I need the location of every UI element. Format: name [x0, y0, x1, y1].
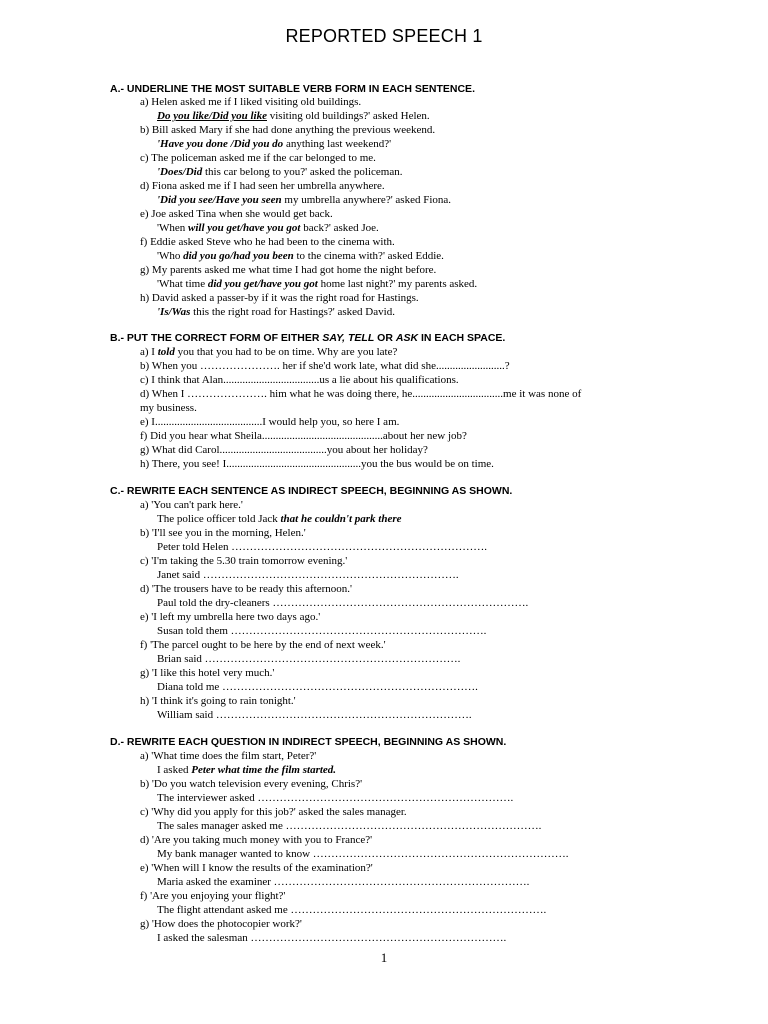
page-title: REPORTED SPEECH 1 — [285, 26, 483, 46]
section-d-question: g) 'How does the photocopier work?' — [140, 918, 302, 930]
page-number: 1 — [380, 950, 388, 965]
section-c-question: c) 'I'm taking the 5.30 train tomorrow evening.' — [140, 555, 348, 567]
section-c-answer-line: Diana told me ……………………………………………………………. — [157, 681, 478, 693]
section-d-answer-line: The flight attendant asked me ……………………………………………………………. — [157, 904, 547, 916]
section-a-answer: 'When will you get/have you got back?' asked Joe. — [157, 222, 379, 234]
section-b-item: g) What did Carol.......................................you about her holiday? — [140, 444, 428, 456]
verb-choice: did you go/had you been — [183, 250, 294, 262]
section-c-question: b) 'I'll see you in the morning, Helen.' — [140, 527, 306, 539]
section-b-heading: B.- PUT THE CORRECT FORM OF EITHER SAY, TELL OR ASK IN EACH SPACE. — [110, 332, 506, 344]
section-c-answer-line: Paul told the dry-cleaners ……………………………………………………………. — [157, 597, 529, 609]
section-a-answer: 'Does/Did this car belong to you?' asked the policeman. — [157, 166, 403, 178]
example-answer: Peter what time the film started. — [191, 764, 337, 776]
section-d-question: c) 'Why did you apply for this job?' asked the sales manager. — [140, 806, 407, 818]
section-c-answer-line: Janet said ……………………………………………………………. — [157, 569, 459, 581]
section-b-item: e) I.......................................I would help you, so here I am. — [140, 416, 400, 428]
section-a-answer: 'Have you done /Did you do anything last weekend?' — [157, 138, 392, 150]
verb-choice: 'Does/Did — [157, 166, 203, 178]
section-a-answer: Do you like/Did you like visiting old buildings?' asked Helen. — [157, 110, 430, 122]
section-b-item: h) There, you see! I.................................................you the bus would be on time. — [140, 458, 494, 470]
section-a-question: c) The policeman asked me if the car belonged to me. — [140, 152, 376, 164]
section-c-answer-line: Brian said ……………………………………………………………. — [157, 653, 461, 665]
section-a-question: e) Joe asked Tina when she would get back. — [140, 208, 333, 220]
section-c-heading: C.- REWRITE EACH SENTENCE AS INDIRECT SPEECH, BEGINNING AS SHOWN. — [110, 485, 513, 497]
section-c-answer-line: Peter told Helen ……………………………………………………………. — [157, 541, 487, 553]
section-c-question: h) 'I think it's going to rain tonight.' — [140, 695, 296, 707]
verb-choice: will you get/have you got — [188, 222, 301, 234]
section-a-question: h) David asked a passer-by if it was the right road for Hastings. — [140, 292, 419, 304]
section-d-answer-line: I asked the salesman ……………………………………………………………. — [157, 932, 507, 944]
section-d-question: a) 'What time does the film start, Peter?' — [140, 750, 317, 762]
section-b-item: f) Did you hear what Sheila............................................about her new job? — [140, 430, 467, 442]
section-c-question: d) 'The trousers have to be ready this afternoon.' — [140, 583, 352, 595]
section-d-answer-line: My bank manager wanted to know ……………………………………………………………. — [157, 848, 569, 860]
section-a-question: b) Bill asked Mary if she had done anything the previous weekend. — [140, 124, 436, 136]
section-d-heading: D.- REWRITE EACH QUESTION IN INDIRECT SPEECH, BEGINNING AS SHOWN. — [110, 736, 507, 748]
verb-choice: did you get/have you got — [207, 278, 318, 290]
section-a-answer: 'What time did you get/have you got home last night?' my parents asked. — [157, 278, 478, 290]
verb-choice: 'Is/Was — [157, 306, 191, 318]
section-d-question: e) 'When will I know the results of the examination?' — [140, 862, 373, 874]
section-b-item: my business. — [140, 402, 197, 414]
section-a-question: a) Helen asked me if I liked visiting old buildings. — [140, 96, 362, 108]
section-c-question: e) 'I left my umbrella here two days ago.' — [140, 611, 321, 623]
section-c-answer: The police officer told Jack that he couldn't park there — [157, 513, 402, 525]
section-d-answer-line: Maria asked the examiner ……………………………………………………………. — [157, 876, 530, 888]
section-d-answer-line: The interviewer asked ……………………………………………………………. — [157, 792, 514, 804]
section-b-item: c) I think that Alan...................................us a lie about his qualifications. — [140, 374, 459, 386]
section-a-answer: 'Is/Was this the right road for Hastings?' asked David. — [157, 306, 395, 318]
section-b-item: a) I told you that you had to be on time. Why are you late? — [140, 346, 398, 358]
section-b-item: b) When you …………………. her if she'd work late, what did she.........................? — [140, 360, 510, 372]
section-c-question: f) 'The parcel ought to be here by the end of next week.' — [140, 639, 386, 651]
section-b-item: d) When I …………………. him what he was doing there, he.................................me it was none of — [140, 388, 582, 400]
example-answer: that he couldn't park there — [280, 513, 402, 525]
section-d-answer-line: The sales manager asked me ……………………………………………………………. — [157, 820, 542, 832]
verb-choice: 'Have you done /Did you do — [157, 138, 284, 150]
section-a-heading: A.- UNDERLINE THE MOST SUITABLE VERB FORM IN EACH SENTENCE. — [110, 83, 475, 95]
section-d-question: d) 'Are you taking much money with you to France?' — [140, 834, 373, 846]
section-c-answer-line: Susan told them ……………………………………………………………. — [157, 625, 487, 637]
section-a-question: d) Fiona asked me if I had seen her umbrella anywhere. — [140, 180, 385, 192]
section-c-question: a) 'You can't park here.' — [140, 499, 243, 511]
example-answer: told — [157, 346, 175, 358]
section-a-question: g) My parents asked me what time I had got home the night before. — [140, 264, 437, 276]
section-c-answer-line: William said ……………………………………………………………. — [157, 709, 472, 721]
section-a-answer: 'Did you see/Have you seen my umbrella anywhere?' asked Fiona. — [157, 194, 452, 206]
section-c-question: g) 'I like this hotel very much.' — [140, 667, 275, 679]
section-d-answer: I asked Peter what time the film started. — [157, 764, 337, 776]
verb-choice: Do you like/Did you like — [157, 110, 267, 122]
section-d-question: f) 'Are you enjoying your flight?' — [140, 890, 286, 902]
section-d-question: b) 'Do you watch television every evening, Chris?' — [140, 778, 363, 790]
verb-choice: 'Did you see/Have you seen — [157, 194, 282, 206]
section-a-answer: 'Who did you go/had you been to the cinema with?' asked Eddie. — [157, 250, 444, 262]
section-a-question: f) Eddie asked Steve who he had been to the cinema with. — [140, 236, 395, 248]
